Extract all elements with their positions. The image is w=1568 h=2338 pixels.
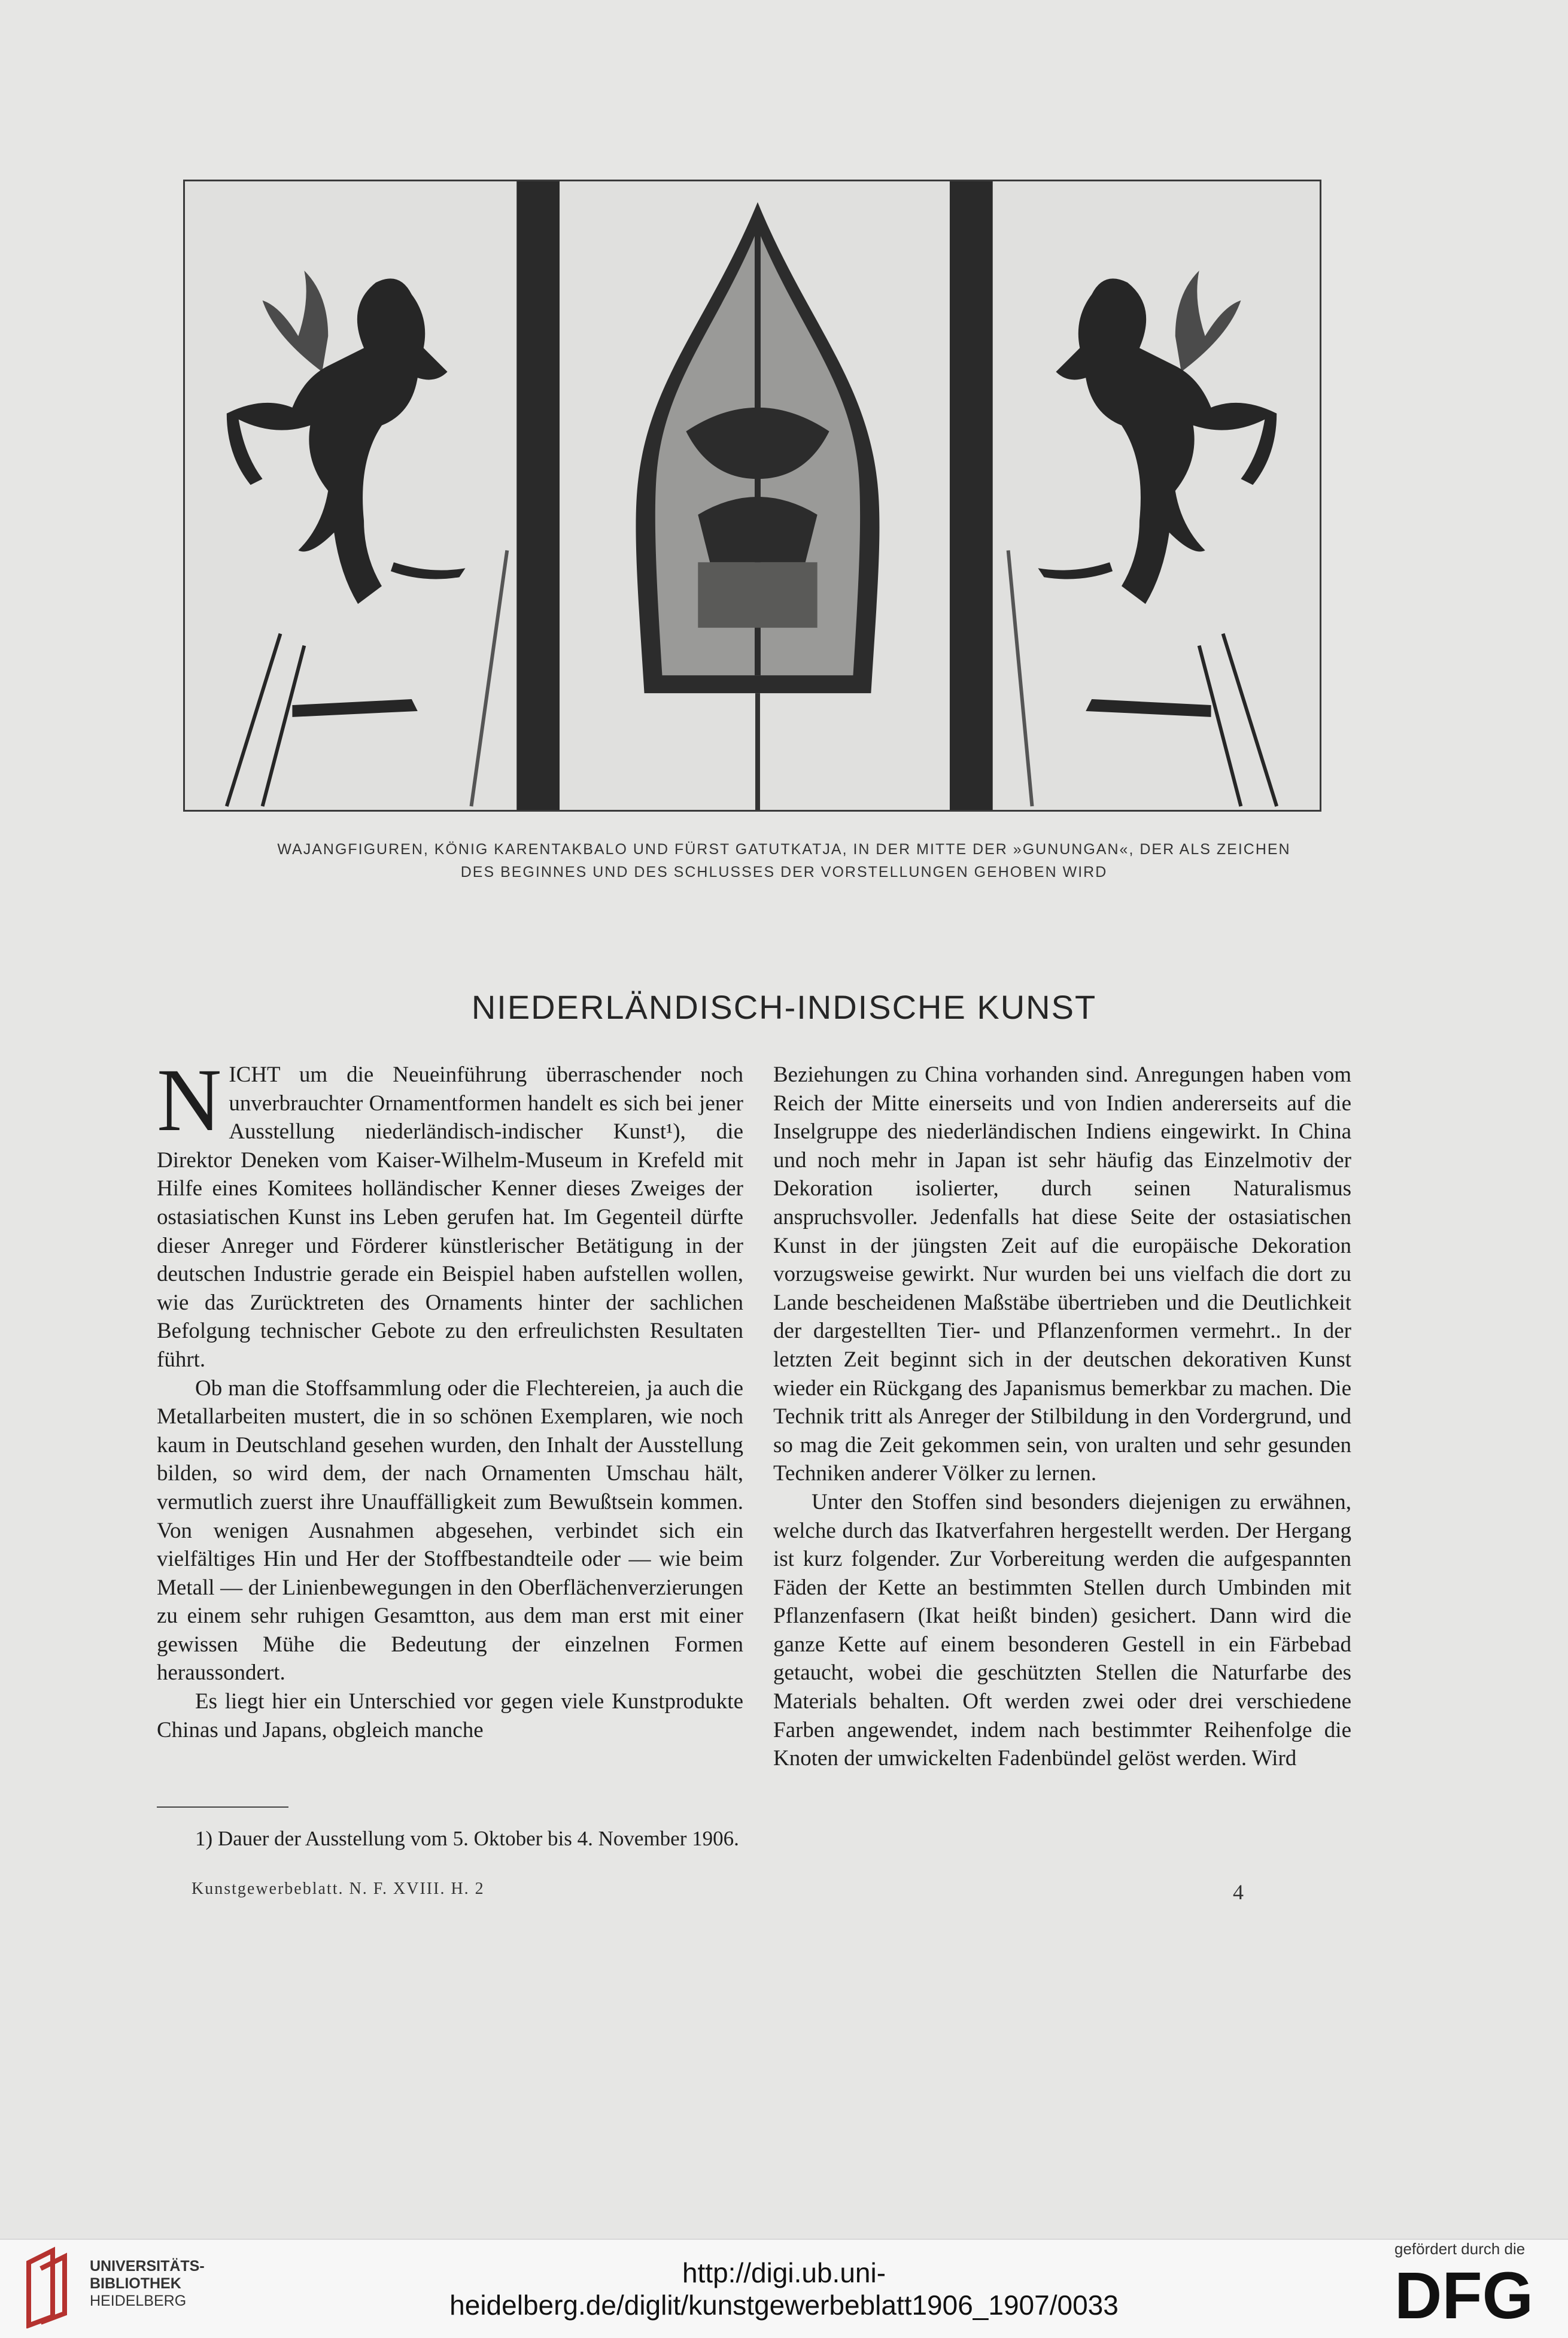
university-library-logo-icon bbox=[17, 2245, 83, 2328]
wayang-puppet-left bbox=[227, 271, 508, 806]
wayang-figures-photo bbox=[183, 180, 1321, 812]
permalink-url[interactable]: http://digi.ub.uni-heidelberg.de/diglit/kunstgewerbeblatt1906_1907/0033 bbox=[449, 2257, 1119, 2321]
dfg-logo[interactable] bbox=[1394, 2261, 1550, 2327]
logo-line-2: BIBLIOTHEK bbox=[90, 2275, 181, 2292]
drop-cap: N bbox=[157, 1050, 222, 1150]
wayang-illustration bbox=[185, 181, 1320, 810]
caption-line-1: WAJANGFIGUREN, KÖNIG KARENTAKBALO UND FÜRST GATUTKATJA, IN DER MITTE DER »GUNUNGAN«, DER ALS ZEICHEN bbox=[277, 841, 1291, 858]
paragraph-text: ICHT um die Neueinführung überraschender noch unverbrauchter Ornamentformen handelt es sich bei jener Ausstellung niederländisch-indischer Kunst¹), die Direktor Deneken vom Kaiser-Wilhelm-Museum in Krefeld mit Hilfe eines Komitees holländischer Kenner dieses Zweiges der ostasiatischen Kunst ins Leben gerufen hat. Im Gegenteil dürfte dieser Anreger und Förderer künstlerischer Betätigung in der deutschen Industrie gerade ein Beispiel haben aufstellen wollen, wie das Zurücktreten des Ornaments hinter der sachlichen Befolgung technischer Gebote zu den erfreulichsten Resultaten führt. bbox=[157, 1062, 743, 1372]
page-number: 4 bbox=[1233, 1880, 1244, 1904]
university-library-logo-text[interactable] bbox=[90, 2258, 205, 2310]
article-title: NIEDERLÄNDISCH-INDISCHE KUNST bbox=[471, 988, 1097, 1026]
paragraph: Beziehungen zu China vorhanden sind. Anregungen haben vom Reich der Mitte einerseits und von Indien andererseits auf die Inselgruppe des niederländischen Indiens eingewirkt. In China und noch mehr in Japan ist sehr häufig das Einzelmotiv der Dekoration isolierter, durch seinen Naturalismus anspruchsvoller. Jedenfalls hat diese Seite der ostasiatischen Kunst in der jüngsten Zeit auf die europäische Dekoration vorzugsweise gewirkt. Nur wurden bei uns vielfach die dort zu Lande bescheidenen Maßstäbe übertrieben und die Deutlichkeit der dargestellten Tier- und Pflanzenformen vermehrt.. In der letzten Zeit beginnt sich in der deutschen dekorativen Kunst wieder ein Rückgang des Japanismus bemerkbar zu machen. Die Technik tritt als Anreger der Stilbildung in den Vordergrund, und so mag die Zeit gekommen sein, von uralten und sehr gesunden Techniken anderer Völker zu lernen. bbox=[773, 1062, 1351, 1486]
caption-line-2: DES BEGINNES UND DES SCHLUSSES DER VORSTELLUNGEN GEHOBEN WIRD bbox=[460, 864, 1108, 880]
gunungan-shadow-puppet bbox=[636, 202, 879, 810]
text-column-right bbox=[773, 1061, 1351, 1773]
figure-caption bbox=[150, 838, 1418, 883]
photo-divider-left bbox=[516, 181, 560, 810]
journal-signature: Kunstgewerbeblatt. N. F. XVIII. H. 2 bbox=[192, 1879, 485, 1898]
paragraph: Ob man die Stoffsammlung oder die Flechtereien, ja auch die Metallarbeiten mustert, die in so schönen Exemplaren, wie noch kaum in Deutschland gesehen wurden, den Inhalt der Ausstellung bilden, so wird dem, der nach Ornamenten Umschau hält, vermutlich zuerst ihre Unauffälligkeit zum Bewußtsein kommen. Von wenigen Ausnahmen abgesehen, verbindet sich ein vielfältiges Hin und Her der Stoffbestandteile oder — wie beim Metall — der Linienbewegungen in den Oberflächenverzierungen zu einem sehr ruhigen Gesamtton, aus dem man erst mit einer gewissen Mühe die Bedeutung der einzelnen Formen heraussondert. bbox=[157, 1376, 743, 1686]
dfg-logo-text: DFG bbox=[1394, 2261, 1534, 2327]
wayang-puppet-right bbox=[1008, 271, 1277, 806]
footnote: 1) Dauer der Ausstellung vom 5. Oktober bis 4. November 1906. bbox=[195, 1827, 739, 1850]
funding-label: gefördert durch die bbox=[1394, 2240, 1526, 2258]
paragraph bbox=[157, 1050, 743, 1374]
photo-divider-right bbox=[950, 181, 993, 810]
paragraph: Unter den Stoffen sind besonders diejenigen zu erwähnen, welche durch das Ikatverfahren hergestellt werden. Der Hergang ist kurz folgender. Zur Vorbereitung werden die aufgespannten Fäden der Kette an bestimmten Stellen durch Umbinden mit Pflanzenfasern (Ikat heißt binden) gesichert. Dann wird die ganze Kette auf einem besonderen Gestell in ein Färbebad getaucht, wobei die geschützten Stellen die Naturfarbe des Materials behalten. Oft werden zwei oder drei verschiedene Farben angewendet, indem nach bestimmter Reihenfolge die Knoten der umwickelten Fadenbündel gelöst werden. Wird bbox=[773, 1489, 1351, 1771]
logo-line-1: UNIVERSITÄTS- bbox=[90, 2258, 205, 2275]
text-column-left bbox=[157, 1050, 743, 1744]
logo-line-3: HEIDELBERG bbox=[90, 2293, 187, 2309]
footnote-rule bbox=[157, 1806, 288, 1808]
paragraph: Es liegt hier ein Unterschied vor gegen viele Kunstprodukte Chinas und Japans, obgleich manche bbox=[157, 1689, 743, 1742]
